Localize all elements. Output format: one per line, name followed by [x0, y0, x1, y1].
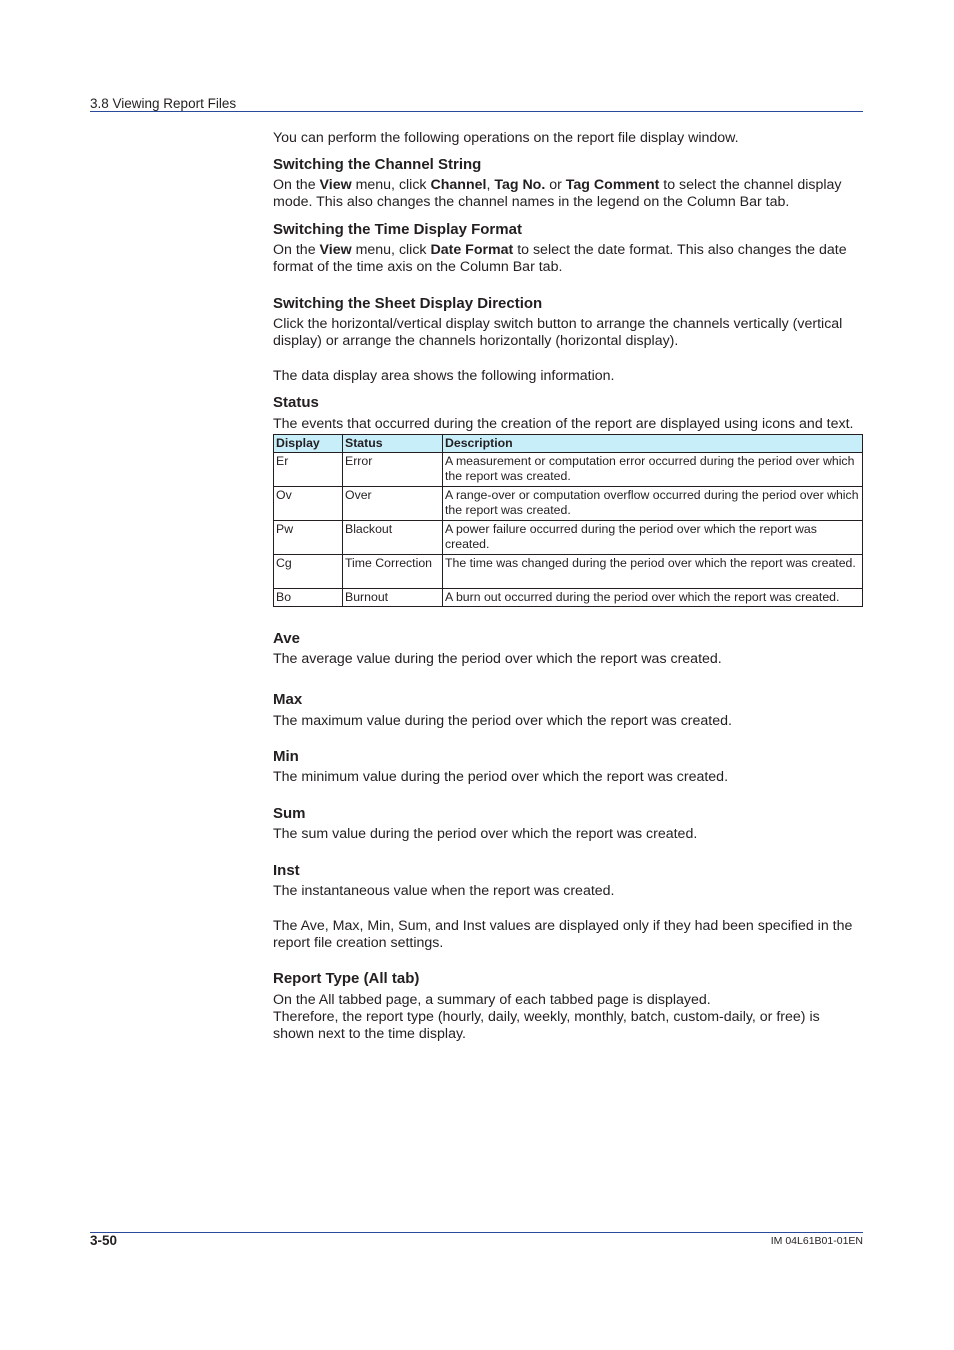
- channel-string-heading: Switching the Channel String: [273, 156, 482, 173]
- cell-status: Burnout: [343, 589, 443, 607]
- section-header: 3.8 Viewing Report Files: [90, 96, 237, 111]
- cell-description: The time was changed during the period over which the report was created.: [443, 555, 863, 589]
- cell-display: Ov: [274, 487, 343, 521]
- footer-rule: [90, 1232, 863, 1233]
- status-text: The events that occurred during the creation of the report are displayed using icons and text.: [273, 416, 854, 432]
- status-table: [273, 434, 863, 607]
- time-format-heading: Switching the Time Display Format: [273, 221, 522, 238]
- report-type-line2: Therefore, the report type (hourly, daily, weekly, monthly, batch, custom-daily, or free) is shown next to the time display.: [273, 1009, 820, 1042]
- table-row: [274, 453, 863, 487]
- cell-status: Over: [343, 487, 443, 521]
- cell-description: A range-over or computation overflow occurred during the period over which the report was created.: [443, 487, 863, 521]
- table-row: [274, 521, 863, 555]
- cell-status: Time Correction: [343, 555, 443, 589]
- table-row: [274, 487, 863, 521]
- intro-text: You can perform the following operations on the report file display window.: [273, 130, 739, 146]
- report-type-heading: Report Type (All tab): [273, 970, 420, 987]
- data-area-text: The data display area shows the following information.: [273, 368, 615, 384]
- min-text: The minimum value during the period over which the report was created.: [273, 769, 729, 785]
- status-heading: Status: [273, 394, 319, 411]
- table-header-row: [274, 435, 863, 453]
- max-heading: Max: [273, 691, 303, 708]
- inst-heading: Inst: [273, 862, 300, 879]
- cell-display: Er: [274, 453, 343, 487]
- cell-display: Pw: [274, 521, 343, 555]
- cell-description: A measurement or computation error occurred during the period over which the report was created.: [443, 453, 863, 487]
- ave-heading: Ave: [273, 630, 300, 647]
- cell-description: A power failure occurred during the period over which the report was created.: [443, 521, 863, 555]
- cell-display: Bo: [274, 589, 343, 607]
- column-header-description: Description: [443, 435, 863, 453]
- time-format-text: On the View menu, click Date Format to select the date format. This also changes the date format of the time axis on the Column Bar tab.: [273, 242, 847, 275]
- channel-string-text: On the View menu, click Channel, Tag No. or Tag Comment to select the channel display mode. This also changes the channel names in the legend on the Column Bar tab.: [273, 177, 842, 210]
- sheet-direction-text: Click the horizontal/vertical display switch button to arrange the channels vertically (vertical display) or arrange the channels horizontally (horizontal display).: [273, 316, 843, 349]
- cell-display: Cg: [274, 555, 343, 589]
- table-row: [274, 589, 863, 607]
- max-text: The maximum value during the period over which the report was created.: [273, 713, 732, 729]
- table-row: [274, 555, 863, 589]
- sum-heading: Sum: [273, 805, 306, 822]
- cell-description: A burn out occurred during the period over which the report was created.: [443, 589, 863, 607]
- cell-status: Error: [343, 453, 443, 487]
- page-number: 3-50: [90, 1233, 118, 1248]
- column-header-display: Display: [274, 435, 343, 453]
- sheet-direction-heading: Switching the Sheet Display Direction: [273, 295, 543, 312]
- column-header-status: Status: [343, 435, 443, 453]
- document-id: IM 04L61B01-01EN: [770, 1235, 863, 1247]
- report-type-line1: On the All tabbed page, a summary of each tabbed page is displayed.: [273, 992, 711, 1008]
- inst-text: The instantaneous value when the report was created.: [273, 883, 615, 899]
- min-heading: Min: [273, 748, 299, 765]
- values-note: The Ave, Max, Min, Sum, and Inst values are displayed only if they had been specified in the report file creation settings.: [273, 918, 853, 951]
- sum-text: The sum value during the period over which the report was created.: [273, 826, 698, 842]
- ave-text: The average value during the period over which the report was created.: [273, 651, 722, 667]
- cell-status: Blackout: [343, 521, 443, 555]
- header-rule: [90, 111, 863, 112]
